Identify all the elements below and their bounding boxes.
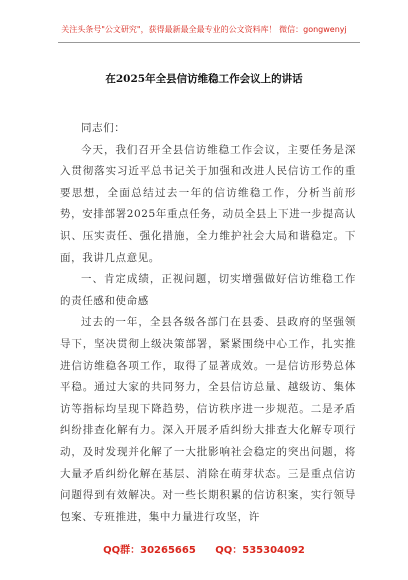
- promo-banner: 关注头条号"公文研究"，获得最新最全最专业的公文资料库！ 微信：gongwenyj: [61, 25, 347, 34]
- paragraph-intro: 今天，我们召开全县信访维稳工作会议，主要任务是深入贯彻落实习近平总书记关于加强和改进人民信访工作的重要思想，全面总结过去一年的信访维稳工作，分析当前形势，安排部署2025年重点任务，动员全县上下进一步提高认识、压实责任、强化措施，全力维护社会大局和谐稳定。下面，我讲几点意见。: [60, 143, 356, 264]
- qq-group-text: QQ群：30265665: [103, 545, 196, 556]
- qq-contact-text: QQ：535304092: [215, 545, 305, 556]
- section-heading-1: 一、肯定成绩，正视问题，切实增强做好信访维稳工作的责任感和使命感: [60, 273, 356, 307]
- header-divider: [58, 42, 360, 43]
- document-body: [60, 118, 356, 528]
- paragraph-achievements: 过去的一年，全县各级各部门在县委、县政府的坚强领导下，坚决贯彻上级决策部署，紧紧围绕中心工作，扎实推进信访维稳各项工作，取得了显著成效。一是信访形势总体平稳。通过大家的共同努力，全县信访总量、越级访、集体访等指标均呈现下降趋势，信访秩序进一步规范。二是矛盾纠纷排查化解有力。深入开展矛盾纠纷大排查大化解专项行动，及时发现并化解了一大批影响社会稳定的突出问题，将大量矛盾纠纷化解在基层、消除在萌芽状态。三是重点信访问题得到有效解决。对一些长期积累的信访积案，实行领导包案、专班推进，集中力量进行攻坚，许: [60, 316, 356, 523]
- document-title: 在2025年全县信访维稳工作会议上的讲话: [105, 73, 303, 85]
- contact-footer: [0, 541, 408, 556]
- salutation: 同志们：: [81, 122, 126, 134]
